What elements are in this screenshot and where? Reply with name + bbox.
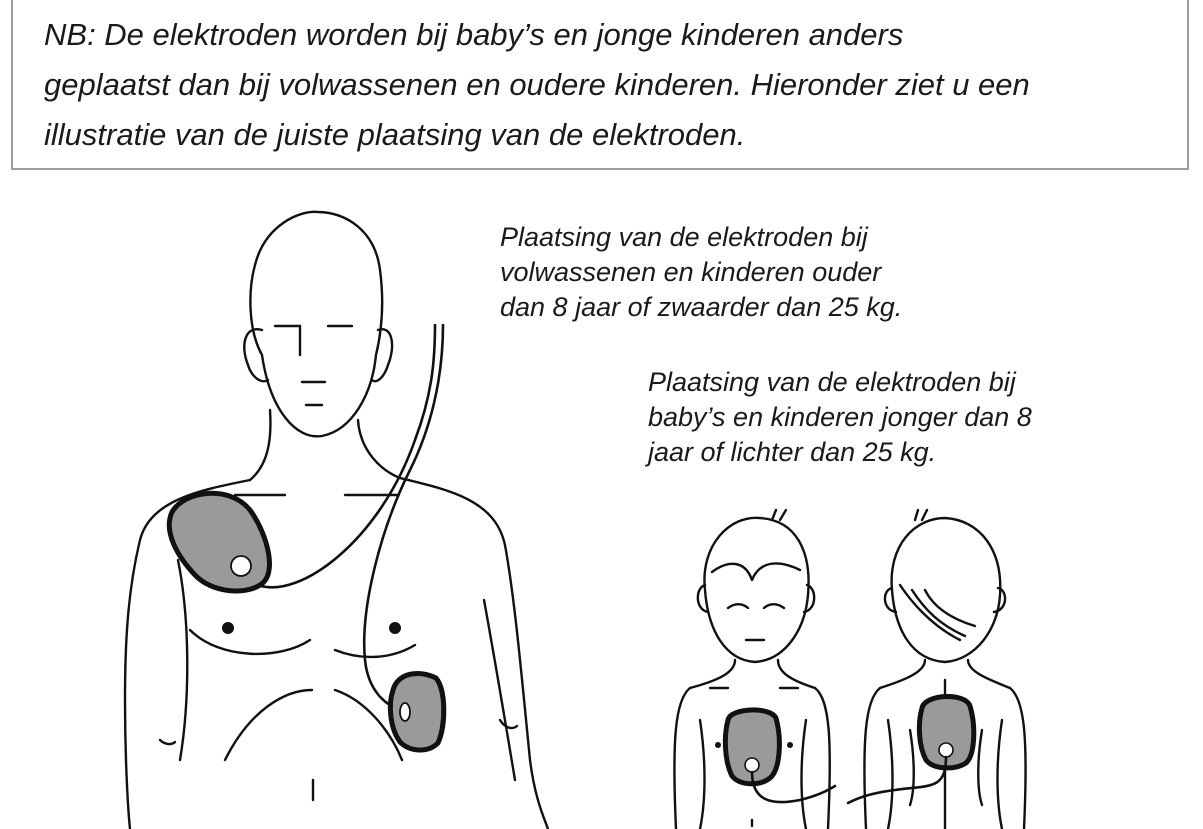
adult-caption-line-3: dan 8 jaar of zwaarder dan 25 kg.	[500, 292, 903, 322]
child-front-hair-tuft	[772, 510, 786, 520]
child-front-pad-connector	[745, 758, 759, 772]
adult-pad-upper	[169, 493, 269, 591]
adult-rib-left	[225, 690, 312, 760]
child-back-scapula-right	[978, 730, 982, 805]
child-caption-line-3: jaar of lichter dan 25 kg.	[648, 437, 937, 467]
adult-pad-lower-connector	[400, 703, 410, 721]
adult-caption-line-2: volwassenen en kinderen ouder	[500, 257, 882, 287]
adult-head	[250, 212, 382, 437]
child-back-hair-tuft	[915, 510, 927, 520]
child-front-neck-right	[778, 660, 815, 688]
child-caption-line-2: baby’s en kinderen jonger dan 8	[648, 402, 1032, 432]
adult-nipple-left	[222, 622, 234, 634]
adult-arm-inner-left	[178, 560, 187, 760]
adult-arm-inner-right	[484, 600, 515, 780]
adult-pad-lower	[390, 674, 443, 750]
adult-pec-right	[335, 645, 415, 657]
adult-neck-right	[358, 420, 400, 478]
note-line-2: geplaatst dan bij volwassenen en oudere kinderen. Hieronder ziet u een	[44, 67, 1030, 102]
child-back-hair	[900, 585, 975, 640]
adult-cable-upper	[258, 325, 435, 587]
adult-pad-upper-connector	[231, 556, 251, 576]
note-line-3: illustratie van de juiste plaatsing van de elektroden.	[44, 117, 746, 152]
child-front-arm-right	[802, 720, 807, 829]
child-front-nipple-right	[787, 742, 793, 748]
child-back-body-right	[1010, 688, 1026, 829]
child-back-pad-connector	[939, 743, 953, 757]
child-back-scapula-left	[910, 730, 914, 805]
adult-nipple-right	[389, 622, 401, 634]
child-front-body-right	[815, 688, 830, 829]
adult-torso-illustration	[125, 212, 548, 829]
adult-shoulder-right	[400, 478, 548, 829]
adult-side-right	[500, 720, 517, 728]
adult-caption-line-1: Plaatsing van de elektroden bij	[500, 222, 868, 252]
note-line-1: NB: De elektroden worden bij baby’s en jonge kinderen anders	[44, 17, 904, 52]
child-back-body-left	[864, 688, 880, 829]
child-front-arm-left	[700, 720, 705, 829]
child-back-arm-right	[998, 720, 1003, 829]
adult-neck-left	[250, 410, 270, 480]
child-front-hair	[712, 563, 800, 580]
child-front-neck-left	[690, 660, 735, 688]
child-back-head	[892, 518, 1001, 662]
adult-pec-left	[190, 630, 310, 654]
child-back-illustration	[848, 510, 1026, 829]
child-front-illustration	[674, 510, 835, 829]
child-front-eyes	[728, 604, 784, 608]
child-front-body-left	[674, 688, 690, 829]
child-caption-line-1: Plaatsing van de elektroden bij	[648, 367, 1016, 397]
child-front-nipple-left	[715, 742, 721, 748]
adult-side-left	[160, 740, 175, 744]
child-back-arm-left	[888, 720, 893, 829]
